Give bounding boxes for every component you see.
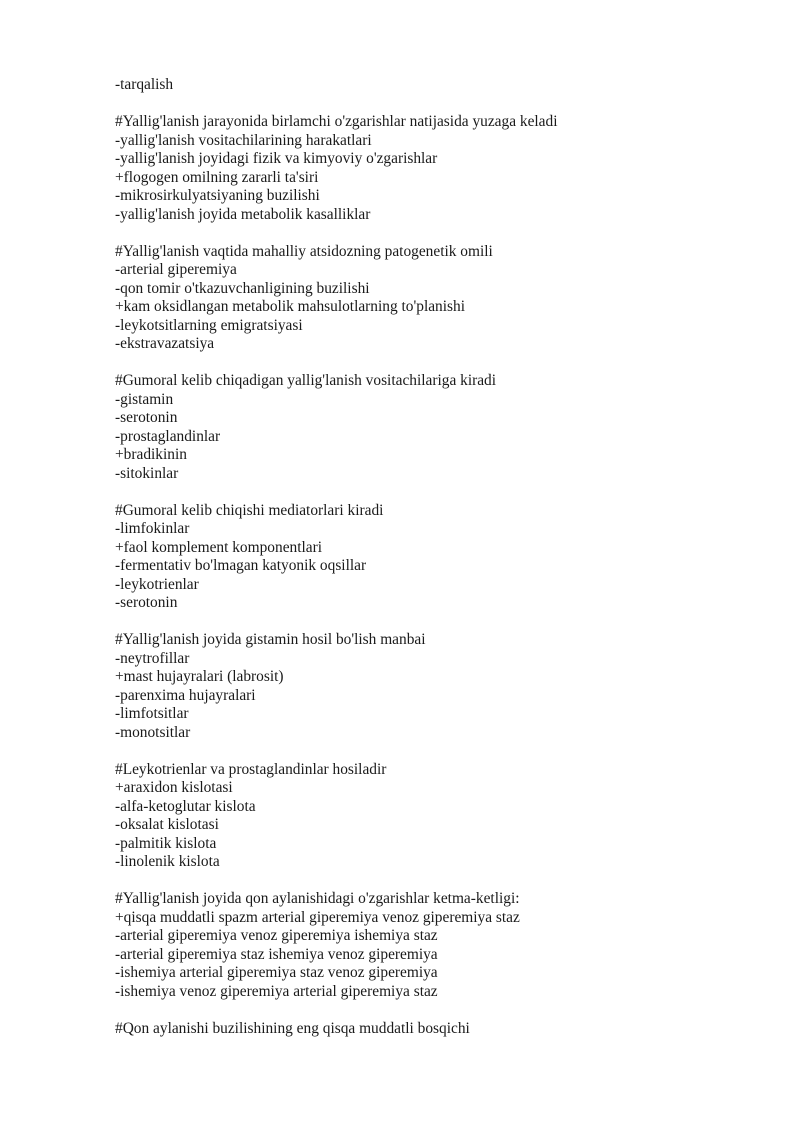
option-line: -parenxima hujayralari	[115, 686, 256, 704]
correct-option-line: +bradikinin	[115, 446, 187, 463]
document-body	[115, 76, 775, 1038]
question-line: #Gumoral kelib chiqishi mediatorlari kiradi	[115, 501, 384, 519]
option-line: -neytrofillar	[115, 649, 190, 667]
option-line: -limfotsitlar	[115, 705, 189, 722]
option-line: -ekstravazatsiya	[115, 335, 215, 352]
option-line: -mikrosirkulyatsiyaning buzilishi	[115, 187, 320, 204]
option-line: -limfokinlar	[115, 520, 190, 537]
question-block	[115, 890, 775, 1001]
question-block	[115, 113, 775, 224]
correct-option-line: +araxidon kislotasi	[115, 779, 233, 796]
option-line: -arterial giperemiya staz ishemiya venoz giperemiya	[115, 945, 438, 963]
correct-option-line: +qisqa muddatli spazm arterial giperemiya venoz giperemiya staz	[115, 908, 520, 926]
question-block	[115, 761, 775, 872]
option-line: -oksalat kislotasi	[115, 816, 219, 833]
question-block	[115, 631, 775, 742]
option-line: -tarqalish	[115, 76, 174, 93]
answer-block	[115, 76, 775, 95]
question-line: #Gumoral kelib chiqadigan yallig'lanish vositachilariga kiradi	[115, 372, 497, 389]
question-line: #Leykotrienlar va prostaglandinlar hosiladir	[115, 760, 387, 778]
option-line: -alfa-ketoglutar kislota	[115, 797, 256, 815]
option-line: -yallig'lanish vositachilarining harakatlari	[115, 131, 372, 149]
question-block	[115, 1020, 775, 1039]
option-line: -gistamin	[115, 390, 174, 408]
option-line: -linolenik kislota	[115, 853, 220, 870]
option-line: -prostaglandinlar	[115, 427, 221, 445]
question-line: #Yallig'lanish jarayonida birlamchi o'zgarishlar natijasida yuzaga keladi	[115, 113, 558, 130]
question-line: #Yallig'lanish joyida qon aylanishidagi o'zgarishlar ketma-ketligi:	[115, 890, 520, 907]
correct-option-line: +kam oksidlangan metabolik mahsulotlarning to'planishi	[115, 298, 465, 315]
question-block	[115, 372, 775, 483]
correct-option-line: +faol komplement komponentlari	[115, 538, 322, 556]
option-line: -leykotsitlarning emigratsiyasi	[115, 316, 303, 334]
option-line: -serotonin	[115, 594, 178, 611]
question-line: #Yallig'lanish joyida gistamin hosil bo'lish manbai	[115, 631, 426, 648]
option-line: -ishemiya arterial giperemiya staz venoz giperemiya	[115, 964, 438, 981]
option-line: -palmitik kislota	[115, 834, 217, 852]
option-line: -fermentativ bo'lmagan katyonik oqsillar	[115, 557, 367, 574]
option-line: -qon tomir o'tkazuvchanligining buzilishi	[115, 279, 370, 297]
question-line: #Qon aylanishi buzilishining eng qisqa muddatli bosqichi	[115, 1019, 470, 1037]
correct-option-line: +mast hujayralari (labrosit)	[115, 668, 284, 685]
option-line: -yallig'lanish joyida metabolik kasalliklar	[115, 205, 371, 223]
option-line: -leykotrienlar	[115, 575, 199, 593]
option-line: -ishemiya venoz giperemiya arterial giperemiya staz	[115, 982, 438, 1000]
option-line: -yallig'lanish joyidagi fizik va kimyoviy o'zgarishlar	[115, 150, 438, 167]
question-block	[115, 243, 775, 354]
question-block	[115, 502, 775, 613]
question-line: #Yallig'lanish vaqtida mahalliy atsidozning patogenetik omili	[115, 242, 493, 260]
option-line: -serotonin	[115, 409, 178, 426]
option-line: -sitokinlar	[115, 464, 179, 482]
option-line: -arterial giperemiya	[115, 261, 237, 278]
option-line: -arterial giperemiya venoz giperemiya ishemiya staz	[115, 927, 438, 944]
option-line: -monotsitlar	[115, 723, 191, 741]
correct-option-line: +flogogen omilning zararli ta'siri	[115, 168, 319, 186]
